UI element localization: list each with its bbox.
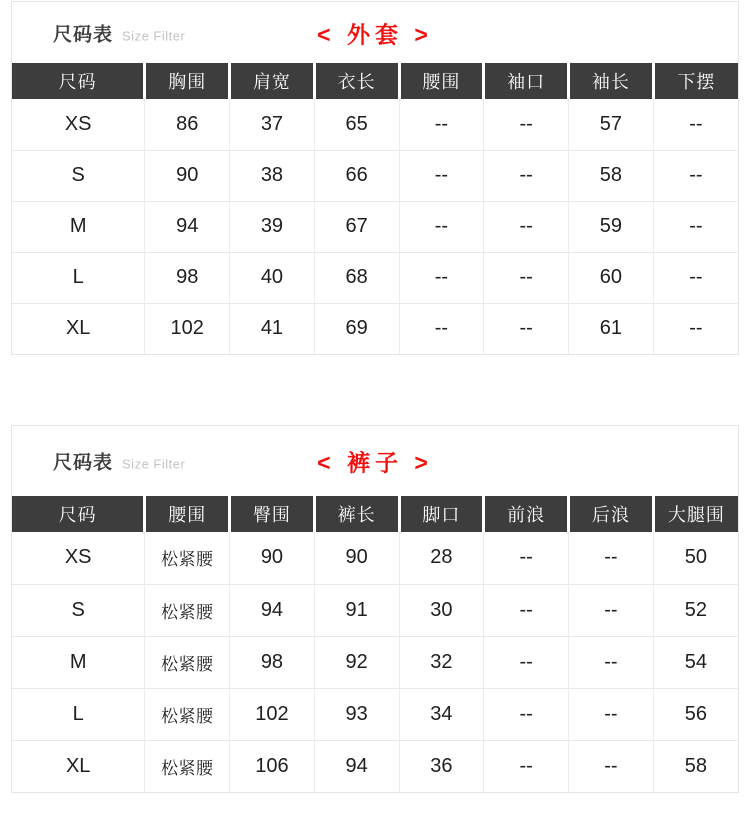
- column-header: 裤长: [314, 496, 399, 532]
- table-cell: --: [399, 99, 484, 150]
- table-cell: 67: [314, 201, 399, 252]
- table-cell: --: [399, 252, 484, 303]
- table-cell: XL: [12, 740, 145, 792]
- table-cell: 38: [230, 150, 315, 201]
- table-cell: 98: [145, 252, 230, 303]
- column-header: 后浪: [569, 496, 654, 532]
- table-cell: --: [569, 636, 654, 688]
- table-row: [12, 532, 738, 584]
- table-cell: --: [653, 99, 738, 150]
- column-header: 前浪: [484, 496, 569, 532]
- size-table-header: [12, 63, 738, 99]
- table-cell: XS: [12, 99, 145, 150]
- table-cell: 松紧腰: [145, 688, 230, 740]
- table-cell: 102: [145, 303, 230, 354]
- table-cell: 松紧腰: [145, 532, 230, 584]
- column-header: 袖口: [484, 63, 569, 99]
- table-cell: --: [653, 150, 738, 201]
- table-cell: 56: [653, 688, 738, 740]
- size-chart-card-jacket: [11, 1, 739, 355]
- table-cell: 57: [569, 99, 654, 150]
- table-cell: 69: [314, 303, 399, 354]
- column-header: 大腿围: [653, 496, 738, 532]
- table-cell: 91: [314, 584, 399, 636]
- table-cell: S: [12, 150, 145, 201]
- column-header: 尺码: [12, 496, 145, 532]
- table-cell: --: [484, 584, 569, 636]
- table-cell: --: [653, 303, 738, 354]
- column-header: 腰围: [399, 63, 484, 99]
- header-row: [12, 496, 738, 532]
- table-cell: 61: [569, 303, 654, 354]
- table-cell: 40: [230, 252, 315, 303]
- column-header: 肩宽: [230, 63, 315, 99]
- chart-title: 尺码表: [53, 452, 114, 474]
- table-cell: 32: [399, 636, 484, 688]
- column-header: 下摆: [653, 63, 738, 99]
- table-cell: 39: [230, 201, 315, 252]
- table-cell: L: [12, 688, 145, 740]
- table-cell: 94: [230, 584, 315, 636]
- table-cell: --: [484, 740, 569, 792]
- table-cell: --: [569, 688, 654, 740]
- table-cell: 58: [653, 740, 738, 792]
- column-header: 腰围: [145, 496, 230, 532]
- table-cell: 41: [230, 303, 315, 354]
- table-cell: 102: [230, 688, 315, 740]
- table-cell: 50: [653, 532, 738, 584]
- table-cell: --: [569, 532, 654, 584]
- table-cell: 106: [230, 740, 315, 792]
- column-header: 臀围: [230, 496, 315, 532]
- table-cell: 36: [399, 740, 484, 792]
- table-cell: 52: [653, 584, 738, 636]
- table-cell: --: [484, 252, 569, 303]
- table-cell: 松紧腰: [145, 740, 230, 792]
- table-cell: 松紧腰: [145, 584, 230, 636]
- table-cell: --: [484, 99, 569, 150]
- table-row: [12, 584, 738, 636]
- table-cell: 98: [230, 636, 315, 688]
- table-cell: --: [569, 584, 654, 636]
- table-cell: M: [12, 201, 145, 252]
- table-cell: --: [653, 252, 738, 303]
- table-cell: 92: [314, 636, 399, 688]
- table-row: [12, 740, 738, 792]
- table-row: [12, 636, 738, 688]
- table-cell: --: [399, 303, 484, 354]
- table-cell: --: [484, 636, 569, 688]
- column-header: 胸围: [145, 63, 230, 99]
- header-row: [12, 63, 738, 99]
- column-header: 衣长: [314, 63, 399, 99]
- table-cell: XS: [12, 532, 145, 584]
- table-cell: 30: [399, 584, 484, 636]
- table-cell: 54: [653, 636, 738, 688]
- table-cell: 66: [314, 150, 399, 201]
- category-title-pants: < 裤子 >: [317, 449, 433, 476]
- size-table-body: [12, 99, 738, 354]
- table-cell: 90: [145, 150, 230, 201]
- table-cell: 94: [314, 740, 399, 792]
- card-header-jacket: [12, 2, 738, 63]
- size-chart-card-pants: [11, 425, 739, 793]
- table-cell: --: [484, 303, 569, 354]
- size-table-jacket: [12, 63, 738, 354]
- chart-title: 尺码表: [53, 24, 114, 45]
- size-table-body: [12, 532, 738, 792]
- size-table-pants: [12, 496, 738, 792]
- category-title-jacket: < 外套 >: [317, 21, 433, 47]
- table-cell: 37: [230, 99, 315, 150]
- column-header: 尺码: [12, 63, 145, 99]
- table-cell: 90: [314, 532, 399, 584]
- table-cell: --: [399, 150, 484, 201]
- table-cell: 68: [314, 252, 399, 303]
- table-cell: S: [12, 584, 145, 636]
- chart-subtitle: Size Filter: [122, 456, 186, 472]
- table-cell: 86: [145, 99, 230, 150]
- table-cell: --: [653, 201, 738, 252]
- table-cell: L: [12, 252, 145, 303]
- table-row: [12, 303, 738, 354]
- table-cell: --: [484, 201, 569, 252]
- table-cell: 34: [399, 688, 484, 740]
- table-cell: 90: [230, 532, 315, 584]
- column-header: 袖长: [569, 63, 654, 99]
- table-row: [12, 688, 738, 740]
- table-cell: --: [484, 532, 569, 584]
- table-cell: 93: [314, 688, 399, 740]
- table-row: [12, 201, 738, 252]
- table-cell: --: [569, 740, 654, 792]
- table-cell: 94: [145, 201, 230, 252]
- table-cell: 59: [569, 201, 654, 252]
- table-cell: 65: [314, 99, 399, 150]
- table-cell: 松紧腰: [145, 636, 230, 688]
- table-cell: --: [484, 688, 569, 740]
- table-cell: XL: [12, 303, 145, 354]
- chart-subtitle: Size Filter: [122, 28, 186, 43]
- table-row: [12, 150, 738, 201]
- table-cell: 28: [399, 532, 484, 584]
- card-header-pants: [12, 426, 738, 496]
- table-cell: M: [12, 636, 145, 688]
- table-row: [12, 252, 738, 303]
- size-table-header: [12, 496, 738, 532]
- table-cell: --: [484, 150, 569, 201]
- table-cell: 60: [569, 252, 654, 303]
- table-row: [12, 99, 738, 150]
- column-header: 脚口: [399, 496, 484, 532]
- table-cell: 58: [569, 150, 654, 201]
- table-cell: --: [399, 201, 484, 252]
